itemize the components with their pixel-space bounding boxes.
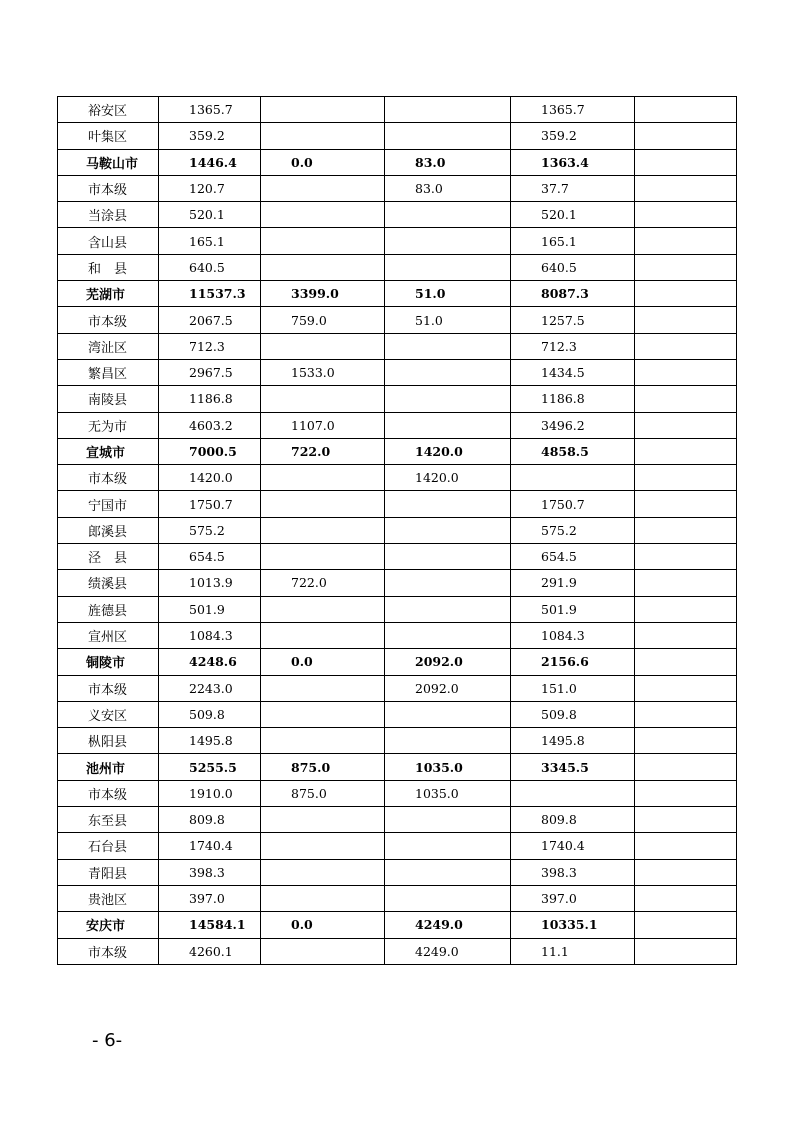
value-cell-2 [261, 333, 385, 359]
value-cell-5 [635, 517, 737, 543]
value-cell-1: 1495.8 [159, 728, 261, 754]
region-name-cell: 青阳县 [58, 859, 159, 885]
region-name-cell: 义安区 [58, 701, 159, 727]
value-cell-5 [635, 649, 737, 675]
value-cell-4: 509.8 [511, 701, 635, 727]
value-cell-4 [511, 465, 635, 491]
region-name-cell: 枞阳县 [58, 728, 159, 754]
value-cell-5 [635, 807, 737, 833]
value-cell-1: 1365.7 [159, 97, 261, 123]
value-cell-5 [635, 544, 737, 570]
value-cell-1: 575.2 [159, 517, 261, 543]
value-cell-3 [385, 596, 511, 622]
value-cell-2: 0.0 [261, 649, 385, 675]
value-cell-2 [261, 465, 385, 491]
value-cell-5 [635, 175, 737, 201]
table-row [58, 807, 737, 833]
value-cell-4: 520.1 [511, 202, 635, 228]
value-cell-5 [635, 938, 737, 964]
value-cell-5 [635, 386, 737, 412]
value-cell-5 [635, 622, 737, 648]
table-row-subtotal [58, 438, 737, 464]
table-row [58, 701, 737, 727]
value-cell-2: 0.0 [261, 149, 385, 175]
value-cell-2 [261, 123, 385, 149]
value-cell-3: 1035.0 [385, 754, 511, 780]
table-row [58, 97, 737, 123]
value-cell-2 [261, 491, 385, 517]
value-cell-4 [511, 780, 635, 806]
value-cell-2 [261, 728, 385, 754]
value-cell-1: 1740.4 [159, 833, 261, 859]
value-cell-1: 809.8 [159, 807, 261, 833]
value-cell-4: 809.8 [511, 807, 635, 833]
value-cell-1: 1186.8 [159, 386, 261, 412]
value-cell-3 [385, 622, 511, 648]
table-row [58, 859, 737, 885]
allocation-table [57, 96, 737, 965]
value-cell-5 [635, 281, 737, 307]
region-name-cell: 郎溪县 [58, 517, 159, 543]
value-cell-1: 2967.5 [159, 359, 261, 385]
value-cell-4: 712.3 [511, 333, 635, 359]
region-name-cell: 市本级 [58, 465, 159, 491]
value-cell-5 [635, 491, 737, 517]
value-cell-4: 4858.5 [511, 438, 635, 464]
value-cell-5 [635, 780, 737, 806]
value-cell-4: 1495.8 [511, 728, 635, 754]
value-cell-5 [635, 307, 737, 333]
value-cell-1: 14584.1 [159, 912, 261, 938]
value-cell-4: 10335.1 [511, 912, 635, 938]
value-cell-2 [261, 807, 385, 833]
region-name-cell: 旌德县 [58, 596, 159, 622]
value-cell-5 [635, 754, 737, 780]
value-cell-4: 11.1 [511, 938, 635, 964]
value-cell-2: 1107.0 [261, 412, 385, 438]
value-cell-1: 1420.0 [159, 465, 261, 491]
value-cell-4: 1740.4 [511, 833, 635, 859]
region-name-cell: 裕安区 [58, 97, 159, 123]
table-row [58, 675, 737, 701]
value-cell-3 [385, 254, 511, 280]
value-cell-5 [635, 254, 737, 280]
value-cell-2 [261, 596, 385, 622]
page-number: - 6- [92, 1030, 123, 1051]
value-cell-3: 51.0 [385, 307, 511, 333]
value-cell-1: 509.8 [159, 701, 261, 727]
value-cell-5 [635, 701, 737, 727]
region-name-cell: 市本级 [58, 675, 159, 701]
value-cell-1: 2067.5 [159, 307, 261, 333]
value-cell-1: 501.9 [159, 596, 261, 622]
value-cell-2 [261, 517, 385, 543]
value-cell-3 [385, 833, 511, 859]
value-cell-3 [385, 386, 511, 412]
value-cell-3 [385, 202, 511, 228]
table-row [58, 728, 737, 754]
value-cell-4: 398.3 [511, 859, 635, 885]
value-cell-5 [635, 202, 737, 228]
region-name-cell: 贵池区 [58, 885, 159, 911]
value-cell-1: 1013.9 [159, 570, 261, 596]
region-name-cell: 芜湖市 [58, 281, 159, 307]
value-cell-5 [635, 359, 737, 385]
value-cell-1: 4603.2 [159, 412, 261, 438]
table-row [58, 254, 737, 280]
value-cell-1: 5255.5 [159, 754, 261, 780]
value-cell-3: 2092.0 [385, 675, 511, 701]
value-cell-4: 575.2 [511, 517, 635, 543]
table-row-subtotal [58, 149, 737, 175]
value-cell-1: 398.3 [159, 859, 261, 885]
table-row-subtotal [58, 649, 737, 675]
value-cell-5 [635, 228, 737, 254]
value-cell-5 [635, 570, 737, 596]
value-cell-2 [261, 228, 385, 254]
value-cell-3 [385, 333, 511, 359]
value-cell-5 [635, 728, 737, 754]
value-cell-4: 151.0 [511, 675, 635, 701]
value-cell-3 [385, 228, 511, 254]
value-cell-3: 2092.0 [385, 649, 511, 675]
value-cell-4: 640.5 [511, 254, 635, 280]
value-cell-5 [635, 149, 737, 175]
value-cell-3: 83.0 [385, 149, 511, 175]
value-cell-2: 875.0 [261, 754, 385, 780]
region-name-cell: 当涂县 [58, 202, 159, 228]
region-name-cell: 含山县 [58, 228, 159, 254]
table-row [58, 544, 737, 570]
allocation-table-container [57, 96, 736, 965]
value-cell-3: 1420.0 [385, 465, 511, 491]
value-cell-3 [385, 123, 511, 149]
value-cell-1: 4260.1 [159, 938, 261, 964]
value-cell-1: 712.3 [159, 333, 261, 359]
value-cell-3 [385, 859, 511, 885]
region-name-cell: 湾沚区 [58, 333, 159, 359]
region-name-cell: 东至县 [58, 807, 159, 833]
table-row [58, 491, 737, 517]
region-name-cell: 市本级 [58, 780, 159, 806]
value-cell-4: 165.1 [511, 228, 635, 254]
value-cell-4: 1434.5 [511, 359, 635, 385]
value-cell-1: 4248.6 [159, 649, 261, 675]
value-cell-4: 654.5 [511, 544, 635, 570]
table-body [58, 97, 737, 965]
region-name-cell: 马鞍山市 [58, 149, 159, 175]
region-name-cell: 铜陵市 [58, 649, 159, 675]
region-name-cell: 绩溪县 [58, 570, 159, 596]
value-cell-4: 8087.3 [511, 281, 635, 307]
value-cell-5 [635, 885, 737, 911]
value-cell-4: 1365.7 [511, 97, 635, 123]
value-cell-5 [635, 859, 737, 885]
value-cell-3 [385, 807, 511, 833]
region-name-cell: 宣州区 [58, 622, 159, 648]
value-cell-5 [635, 438, 737, 464]
value-cell-2 [261, 254, 385, 280]
value-cell-2: 3399.0 [261, 281, 385, 307]
value-cell-4: 3496.2 [511, 412, 635, 438]
region-name-cell: 无为市 [58, 412, 159, 438]
value-cell-3: 1420.0 [385, 438, 511, 464]
value-cell-5 [635, 412, 737, 438]
table-row [58, 885, 737, 911]
value-cell-2 [261, 859, 385, 885]
value-cell-1: 640.5 [159, 254, 261, 280]
value-cell-3: 51.0 [385, 281, 511, 307]
value-cell-1: 359.2 [159, 123, 261, 149]
table-row [58, 307, 737, 333]
table-row [58, 412, 737, 438]
value-cell-2: 875.0 [261, 780, 385, 806]
value-cell-3 [385, 728, 511, 754]
value-cell-3 [385, 517, 511, 543]
value-cell-1: 397.0 [159, 885, 261, 911]
value-cell-2 [261, 544, 385, 570]
table-row [58, 175, 737, 201]
value-cell-3 [385, 885, 511, 911]
value-cell-3 [385, 701, 511, 727]
value-cell-1: 520.1 [159, 202, 261, 228]
table-row [58, 386, 737, 412]
value-cell-1: 7000.5 [159, 438, 261, 464]
value-cell-2: 722.0 [261, 438, 385, 464]
value-cell-2: 1533.0 [261, 359, 385, 385]
value-cell-3 [385, 544, 511, 570]
region-name-cell: 宁国市 [58, 491, 159, 517]
value-cell-2: 722.0 [261, 570, 385, 596]
value-cell-3: 4249.0 [385, 938, 511, 964]
region-name-cell: 南陵县 [58, 386, 159, 412]
value-cell-2 [261, 175, 385, 201]
value-cell-1: 165.1 [159, 228, 261, 254]
value-cell-5 [635, 675, 737, 701]
value-cell-1: 1084.3 [159, 622, 261, 648]
table-row [58, 833, 737, 859]
value-cell-3: 1035.0 [385, 780, 511, 806]
value-cell-3: 4249.0 [385, 912, 511, 938]
value-cell-2 [261, 386, 385, 412]
value-cell-2 [261, 938, 385, 964]
table-row [58, 359, 737, 385]
region-name-cell: 安庆市 [58, 912, 159, 938]
value-cell-5 [635, 912, 737, 938]
value-cell-1: 1910.0 [159, 780, 261, 806]
value-cell-4: 397.0 [511, 885, 635, 911]
value-cell-4: 3345.5 [511, 754, 635, 780]
region-name-cell: 石台县 [58, 833, 159, 859]
value-cell-5 [635, 97, 737, 123]
value-cell-4: 37.7 [511, 175, 635, 201]
value-cell-1: 120.7 [159, 175, 261, 201]
region-name-cell: 市本级 [58, 307, 159, 333]
table-row [58, 622, 737, 648]
table-row [58, 570, 737, 596]
region-name-cell: 繁昌区 [58, 359, 159, 385]
table-row-subtotal [58, 912, 737, 938]
region-name-cell: 和 县 [58, 254, 159, 280]
table-row [58, 333, 737, 359]
value-cell-5 [635, 123, 737, 149]
region-name-cell: 市本级 [58, 175, 159, 201]
value-cell-4: 1257.5 [511, 307, 635, 333]
value-cell-3 [385, 412, 511, 438]
value-cell-2: 759.0 [261, 307, 385, 333]
table-row [58, 596, 737, 622]
value-cell-2 [261, 833, 385, 859]
value-cell-2 [261, 675, 385, 701]
value-cell-4: 2156.6 [511, 649, 635, 675]
table-row [58, 123, 737, 149]
table-row [58, 228, 737, 254]
value-cell-3 [385, 97, 511, 123]
region-name-cell: 池州市 [58, 754, 159, 780]
value-cell-5 [635, 465, 737, 491]
value-cell-2 [261, 701, 385, 727]
value-cell-1: 1750.7 [159, 491, 261, 517]
region-name-cell: 宣城市 [58, 438, 159, 464]
value-cell-4: 1084.3 [511, 622, 635, 648]
value-cell-1: 2243.0 [159, 675, 261, 701]
table-row [58, 517, 737, 543]
value-cell-1: 11537.3 [159, 281, 261, 307]
value-cell-2 [261, 97, 385, 123]
table-row [58, 465, 737, 491]
value-cell-3 [385, 491, 511, 517]
value-cell-4: 291.9 [511, 570, 635, 596]
table-row [58, 202, 737, 228]
table-row-subtotal [58, 754, 737, 780]
table-row [58, 938, 737, 964]
table-row-subtotal [58, 281, 737, 307]
value-cell-3 [385, 359, 511, 385]
region-name-cell: 泾 县 [58, 544, 159, 570]
value-cell-1: 1446.4 [159, 149, 261, 175]
value-cell-4: 1363.4 [511, 149, 635, 175]
value-cell-3 [385, 570, 511, 596]
value-cell-3: 83.0 [385, 175, 511, 201]
value-cell-4: 1750.7 [511, 491, 635, 517]
value-cell-2 [261, 622, 385, 648]
value-cell-2 [261, 202, 385, 228]
region-name-cell: 叶集区 [58, 123, 159, 149]
region-name-cell: 市本级 [58, 938, 159, 964]
value-cell-4: 1186.8 [511, 386, 635, 412]
value-cell-2: 0.0 [261, 912, 385, 938]
table-row [58, 780, 737, 806]
value-cell-5 [635, 333, 737, 359]
value-cell-4: 359.2 [511, 123, 635, 149]
value-cell-2 [261, 885, 385, 911]
value-cell-1: 654.5 [159, 544, 261, 570]
value-cell-4: 501.9 [511, 596, 635, 622]
value-cell-5 [635, 596, 737, 622]
value-cell-5 [635, 833, 737, 859]
